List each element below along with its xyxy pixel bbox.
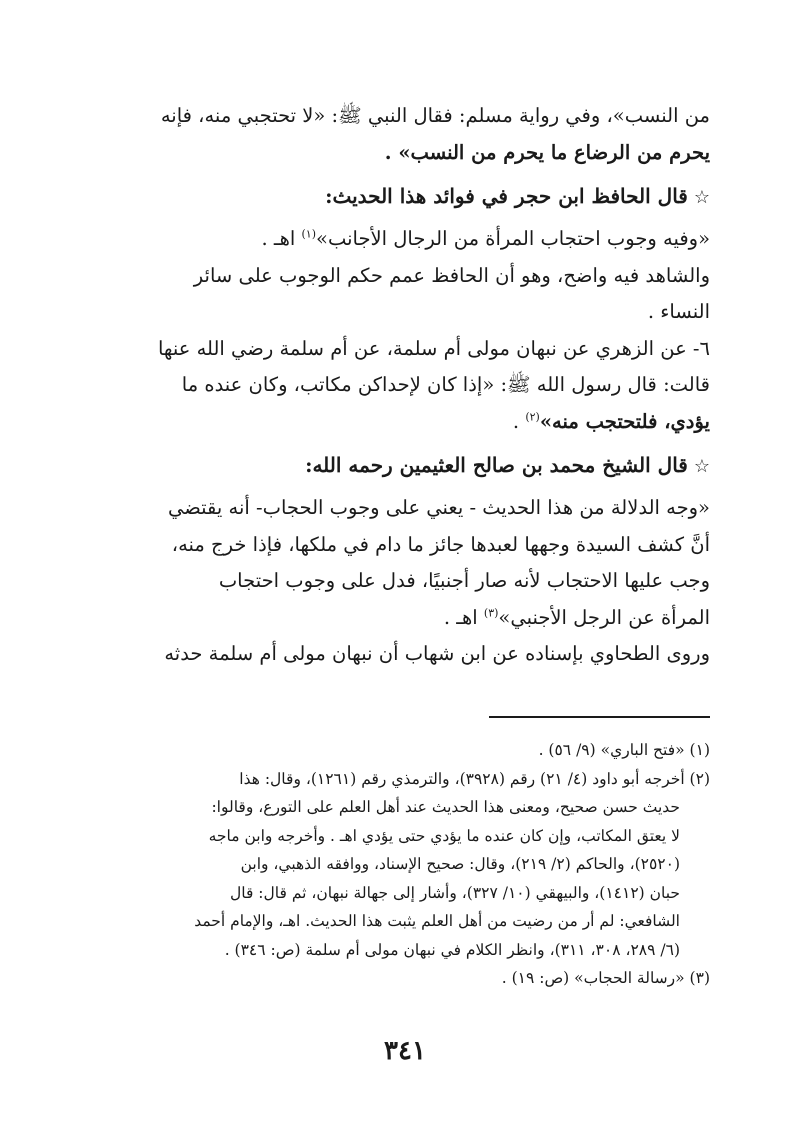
footnotes xyxy=(98,736,710,993)
quote-line: «وجه الدلالة من هذا الحديث - يعني على وجوب الحجاب- أنه يقتضي xyxy=(167,496,710,519)
footnote-3: (٣) «رسالة الحجاب» (ص: ١٩) . xyxy=(501,969,710,987)
footnote-2-line: حبان (١٤١٢)، والبيهقي (١٠/ ٣٢٧)، وأشار إلى جهالة نبهان، ثم قال: قال xyxy=(229,883,680,902)
page-number: ٣٤١ xyxy=(384,1036,426,1066)
quote-text: المرأة عن الرجل الأجنبي» xyxy=(498,605,710,629)
footnote-ref[interactable]: (٣) xyxy=(483,606,499,619)
quote-line xyxy=(96,221,710,258)
quote-tail: اهـ . xyxy=(443,605,484,629)
paragraph-line: من النسب»، وفي رواية مسلم: فقال النبي ﷺ: «لا تحتجبي منه، فإنه xyxy=(160,104,710,127)
hadith-line xyxy=(96,404,710,441)
quote-line: أنَّ كشف السيدة وجهها لعبدها جائز ما دام في ملكها، فإذا خرج منه، xyxy=(171,532,710,556)
paragraph-line: وروى الطحاوي بإسناده عن ابن شهاب أن نبهان مولى أم سلمة حدثه xyxy=(164,642,710,665)
footnote-ref[interactable]: (٢) xyxy=(525,410,540,423)
paragraph-line: النساء . xyxy=(647,300,710,323)
footnote-2-line: الشافعي: لم أر من رضيت من أهل العلم يثبت هذا الحديث. اهـ، والإمام أحمد xyxy=(194,912,680,930)
quote-text: «وفيه وجوب احتجاب المرأة من الرجال الأجانب» xyxy=(316,227,710,250)
section-heading xyxy=(96,444,710,488)
hadith-text: يؤدي، فلتحتجب منه» xyxy=(539,409,710,433)
footnote-2: (٢) أخرجه أبو داود (٤/ ٢١) رقم (٣٩٢٨)، والترمذي رقم (١٢٦١)، وقال: هذا xyxy=(239,769,710,788)
heading-text: قال الشيخ محمد بن صالح العثيمين رحمه الله: xyxy=(305,453,688,477)
section-heading xyxy=(96,175,710,219)
footnote-2-line: (٢٥٢٠)، والحاكم (٢/ ٢١٩)، وقال: صحيح الإسناد، ووافقه الذهبي، وابن xyxy=(240,855,680,873)
hadith-tail: . xyxy=(512,409,526,433)
footnote-divider xyxy=(489,716,710,718)
paragraph-line: يحرم من الرضاع ما يحرم من النسب» . xyxy=(384,140,710,164)
quote-line xyxy=(96,600,710,637)
quote-tail: اهـ . xyxy=(261,227,302,250)
quote-line: وجب عليها الاحتجاب لأنه صار أجنبيًا، فدل على وجوب احتجاب xyxy=(218,569,710,592)
footnote-2-line: (٦/ ٢٨٩، ٣٠٨، ٣١١)، وانظر الكلام في نبهان مولى أم سلمة (ص: ٣٤٦) . xyxy=(224,940,680,959)
footnote-ref[interactable]: (١) xyxy=(301,227,317,241)
paragraph-line: والشاهد فيه واضح، وهو أن الحافظ عمم حكم الوجوب على سائر xyxy=(193,263,710,287)
footnote-2-line: حديث حسن صحيح، ومعنى هذا الحديث عند أهل العلم على التورع، وقالوا: xyxy=(211,798,680,816)
footnote-2-line: لا يعتق المكاتب، وإن كان عنده ما يؤدي حتى يؤدي اهـ . وأخرجه وابن ماجه xyxy=(208,826,680,845)
hadith-line: قالت: قال رسول الله ﷺ: «إذا كان لإحداكن مكاتب، وكان عنده ما xyxy=(181,373,710,396)
star-icon: ☆ xyxy=(693,187,710,208)
heading-text: قال الحافظ ابن حجر في فوائد هذا الحديث: xyxy=(325,184,688,208)
footnote-1: (١) «فتح الباري» (٩/ ٥٦) . xyxy=(538,741,710,759)
hadith-line: ٦- عن الزهري عن نبهان مولى أم سلمة، عن أم سلمة رضي الله عنها xyxy=(157,336,710,360)
star-icon: ☆ xyxy=(693,456,710,477)
main-text xyxy=(96,98,710,673)
